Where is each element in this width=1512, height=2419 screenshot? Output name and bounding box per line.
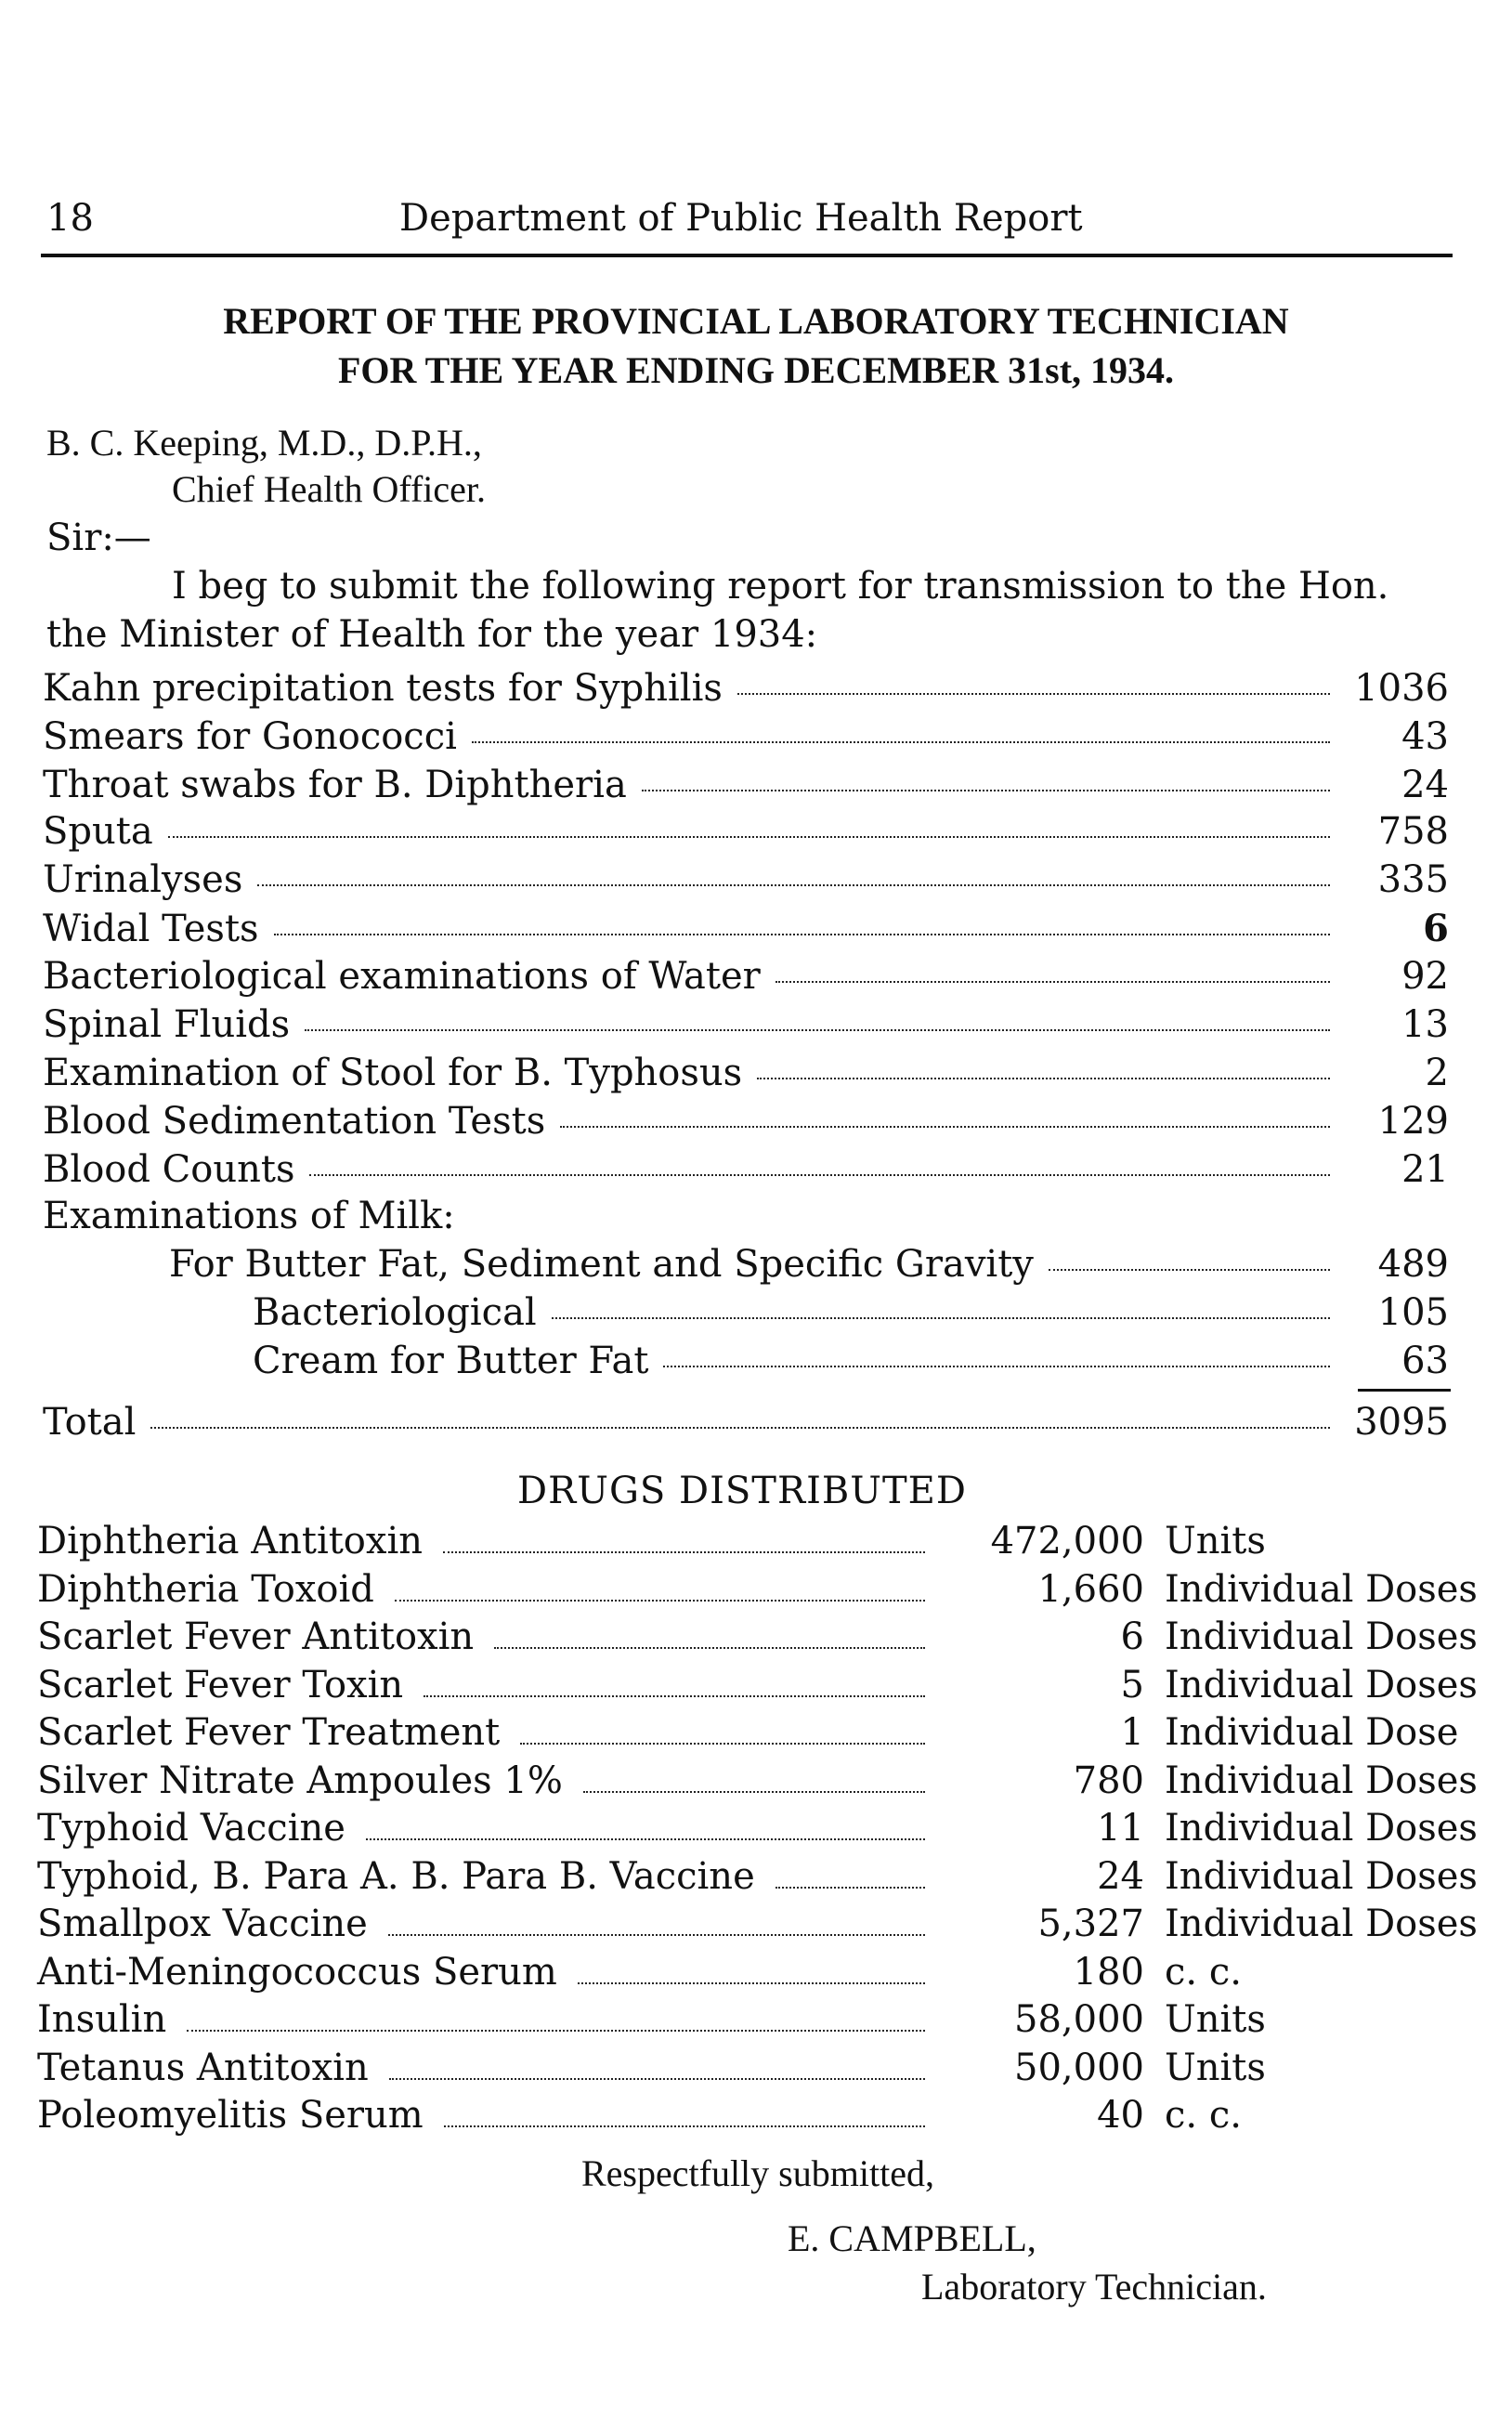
- lab-test-label: Widal Tests: [43, 908, 259, 950]
- intro-line-1: I beg to submit the following report for transmission to the Hon.: [172, 565, 1389, 608]
- salutation: Sir:—: [46, 516, 151, 559]
- drug-row: [37, 1759, 1486, 1808]
- signatory-title: Laboratory Technician.: [921, 2266, 1267, 2308]
- lab-test-count: 21: [1401, 1148, 1449, 1191]
- signatory-name: E. CAMPBELL,: [788, 2217, 1036, 2259]
- lab-test-label: Throat swabs for B. Diphtheria: [43, 764, 627, 806]
- drug-unit: Units: [1165, 1998, 1266, 2041]
- header-rule: [41, 254, 1453, 257]
- dot-leader: [737, 692, 1330, 695]
- lab-test-row: [43, 667, 1449, 715]
- lab-test-label: Blood Counts: [43, 1148, 295, 1191]
- dot-leader: [472, 740, 1330, 743]
- drug-row: [37, 1903, 1486, 1951]
- subtotal-rule: [1358, 1389, 1451, 1392]
- milk-label: Cream for Butter Fat: [253, 1340, 649, 1382]
- drug-unit: Individual Doses: [1165, 1807, 1478, 1850]
- drug-name: Tetanus Antitoxin: [37, 2046, 369, 2089]
- drug-row: [37, 2094, 1486, 2142]
- drug-row: [37, 1711, 1486, 1759]
- dot-leader: [309, 1173, 1330, 1176]
- drug-row: [37, 1615, 1486, 1664]
- drug-name: Scarlet Fever Toxin: [37, 1664, 404, 1706]
- drug-name: Silver Nitrate Ampoules 1%: [37, 1759, 563, 1802]
- lab-test-row: [43, 955, 1449, 1003]
- drug-row: [37, 1520, 1486, 1568]
- drug-name: Smallpox Vaccine: [37, 1903, 368, 1945]
- drug-name: Diphtheria Toxoid: [37, 1568, 374, 1611]
- lab-test-row: [43, 715, 1449, 764]
- lab-test-label: Urinalyses: [43, 858, 243, 901]
- drug-unit: Individual Doses: [1165, 1759, 1478, 1802]
- dot-leader: [274, 933, 1330, 935]
- drug-unit: Units: [1165, 1520, 1266, 1563]
- drug-quantity: 40: [1097, 2094, 1144, 2137]
- lab-test-row: [43, 764, 1449, 812]
- drug-name: Anti-Meningococcus Serum: [37, 1951, 557, 1994]
- milk-row: [169, 1243, 1449, 1291]
- drug-name: Typhoid Vaccine: [37, 1807, 345, 1850]
- lab-test-row: [43, 1052, 1449, 1100]
- drug-unit: Individual Doses: [1165, 1568, 1478, 1611]
- lab-test-count: 1036: [1354, 667, 1449, 710]
- drug-unit: Individual Doses: [1165, 1664, 1478, 1706]
- report-title-line-2: FOR THE YEAR ENDING DECEMBER 31st, 1934.: [337, 349, 1175, 391]
- lab-test-count: 758: [1377, 810, 1449, 853]
- drug-quantity: 58,000: [1014, 1998, 1144, 2041]
- drug-row: [37, 1998, 1486, 2046]
- lab-test-count: 6: [1423, 907, 1449, 950]
- dot-leader: [305, 1028, 1330, 1031]
- lab-test-count: 129: [1377, 1100, 1449, 1143]
- drug-row: [37, 2046, 1486, 2095]
- dot-leader: [642, 789, 1330, 791]
- drug-quantity: 180: [1073, 1951, 1144, 1994]
- addressee-position: Chief Health Officer.: [172, 468, 487, 510]
- lab-test-row: [43, 858, 1449, 907]
- milk-heading: Examinations of Milk:: [43, 1195, 455, 1237]
- lab-test-label: Blood Sedimentation Tests: [43, 1100, 546, 1143]
- milk-count: 489: [1377, 1243, 1449, 1286]
- lab-test-count: 335: [1377, 858, 1449, 901]
- milk-count: 63: [1401, 1340, 1449, 1382]
- lab-test-label: Sputa: [43, 810, 153, 853]
- lab-test-count: 43: [1401, 715, 1449, 758]
- drug-unit: c. c.: [1165, 2094, 1242, 2137]
- drug-unit: Individual Doses: [1165, 1615, 1478, 1658]
- drug-quantity: 1,660: [1037, 1568, 1144, 1611]
- milk-row: [253, 1291, 1449, 1340]
- dot-leader: [168, 835, 1330, 838]
- report-title-line-1: REPORT OF THE PROVINCIAL LABORATORY TECHNICIAN: [223, 300, 1289, 342]
- drug-quantity: 780: [1073, 1759, 1144, 1802]
- drug-quantity: 5: [1120, 1664, 1144, 1706]
- lab-test-label: Bacteriological examinations of Water: [43, 955, 761, 998]
- dot-leader: [560, 1125, 1330, 1128]
- dot-leader: [150, 1426, 1330, 1429]
- drug-name: Insulin: [37, 1998, 167, 2041]
- drug-quantity: 24: [1097, 1855, 1144, 1898]
- lab-test-count: 13: [1401, 1003, 1449, 1046]
- drug-unit: Individual Doses: [1165, 1903, 1478, 1945]
- lab-test-count: 24: [1401, 764, 1449, 806]
- total-row: [43, 1401, 1449, 1449]
- drug-quantity: 472,000: [990, 1520, 1144, 1563]
- addressee-name: B. C. Keeping, M.D., D.P.H.,: [46, 422, 482, 464]
- milk-row: [253, 1340, 1449, 1388]
- drug-quantity: 1: [1120, 1711, 1144, 1754]
- dot-leader: [776, 980, 1330, 983]
- intro-line-2: the Minister of Health for the year 1934:: [46, 613, 818, 656]
- drug-unit: Individual Dose: [1165, 1711, 1459, 1754]
- drug-name: Typhoid, B. Para A. B. Para B. Vaccine: [37, 1855, 755, 1898]
- total-value: 3095: [1354, 1401, 1449, 1444]
- lab-test-row: [43, 1003, 1449, 1052]
- drug-name: Poleomyelitis Serum: [37, 2094, 424, 2137]
- drug-row: [37, 1855, 1486, 1903]
- drug-unit: Units: [1165, 2046, 1266, 2089]
- drug-row: [37, 1951, 1486, 1999]
- lab-test-label: Kahn precipitation tests for Syphilis: [43, 667, 723, 710]
- dot-leader: [1049, 1268, 1330, 1271]
- dot-leader: [257, 883, 1330, 886]
- drug-quantity: 50,000: [1014, 2046, 1144, 2089]
- dot-leader: [552, 1316, 1330, 1319]
- drug-row: [37, 1568, 1486, 1616]
- lab-test-row: [43, 1100, 1449, 1148]
- dot-leader: [757, 1077, 1330, 1079]
- drug-unit: c. c.: [1165, 1951, 1242, 1994]
- page-number: 18: [46, 197, 94, 240]
- drug-row: [37, 1807, 1486, 1855]
- running-title: Department of Public Health Report: [399, 197, 1083, 240]
- lab-test-count: 2: [1425, 1052, 1449, 1094]
- lab-test-label: Examination of Stool for B. Typhosus: [43, 1052, 743, 1094]
- lab-test-label: Spinal Fluids: [43, 1003, 291, 1046]
- lab-test-count: 92: [1401, 955, 1449, 998]
- lab-test-row: [43, 1148, 1449, 1196]
- lab-test-row: [43, 907, 1449, 955]
- drug-row: [37, 1664, 1486, 1712]
- dot-leader: [663, 1365, 1330, 1367]
- drug-quantity: 6: [1120, 1615, 1144, 1658]
- valediction: Respectfully submitted,: [581, 2152, 934, 2194]
- milk-label: Bacteriological: [253, 1291, 537, 1334]
- milk-count: 105: [1377, 1291, 1449, 1334]
- drug-unit: Individual Doses: [1165, 1855, 1478, 1898]
- drug-quantity: 5,327: [1037, 1903, 1144, 1945]
- drug-name: Diphtheria Antitoxin: [37, 1520, 423, 1563]
- lab-test-row: [43, 810, 1449, 858]
- drug-name: Scarlet Fever Treatment: [37, 1711, 501, 1754]
- drug-quantity: 11: [1097, 1807, 1144, 1850]
- lab-test-label: Smears for Gonococci: [43, 715, 457, 758]
- milk-label: For Butter Fat, Sediment and Specific Gravity: [169, 1243, 1034, 1286]
- drug-name: Scarlet Fever Antitoxin: [37, 1615, 475, 1658]
- total-label: Total: [43, 1401, 137, 1444]
- drugs-heading: DRUGS DISTRIBUTED: [517, 1470, 967, 1512]
